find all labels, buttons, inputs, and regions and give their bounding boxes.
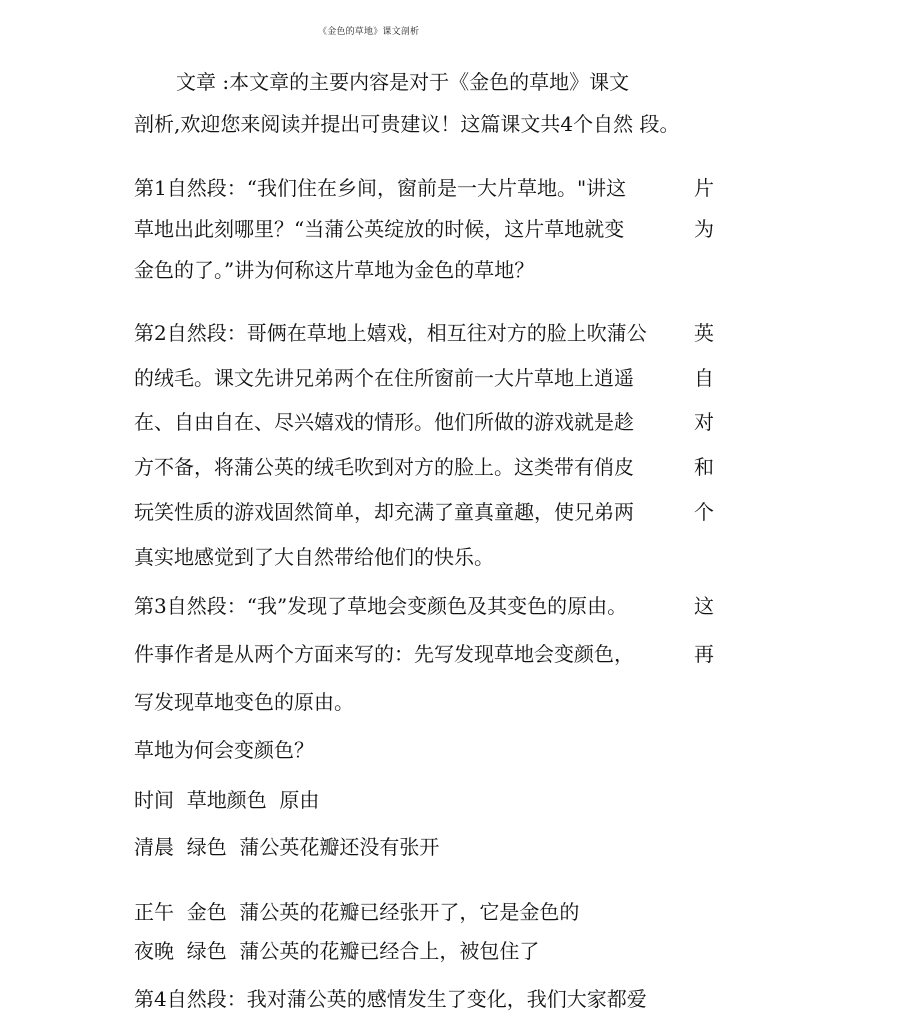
para2-line-2-text: 的绒毛。课文先讲兄弟两个在住所窗前一大片草地上逍遥 [134,366,634,390]
para3-line-2 [134,642,714,666]
para2-line-1-tail: 英 [694,321,714,345]
para2-line-5-tail: 个 [694,500,714,524]
para4-line-1: 第4自然段：我对蒲公英的感情发生了变化，我们大家都爱 [134,987,647,1011]
para1-line-2-text: 草地出此刻哪里？“当蒲公英绽放的时候，这片草地就变 [134,217,625,241]
para1-line-3: 金色的了。”讲为何称这片草地为金色的草地？ [134,258,535,282]
para3-line-3: 写发现草地变色的原由。 [134,690,354,714]
para1-line-1-text: 第1自然段：“我们住在乡间，窗前是一大片草地。"讲这 [134,176,627,200]
para3-line-1-text: 第3自然段：“我”发现了草地会变颜色及其变色的原由。 [134,594,628,618]
document-header: 《金色的草地》课文剖析 [318,27,420,37]
para1-line-1-tail: 片 [694,176,714,200]
para1-line-2 [134,217,714,241]
para1-line-1 [134,176,714,200]
para2-line-4-text: 方不备，将蒲公英的绒毛吹到对方的脸上。这类带有俏皮 [134,455,634,479]
para2-line-4 [134,455,714,479]
para3-line-2-text: 件事作者是从两个方面来写的：先写发现草地会变颜色， [134,642,634,666]
color-question: 草地为何会变颜色？ [134,738,314,762]
para2-line-5-text: 玩笑性质的游戏固然简单，却充满了童真童趣，使兄弟两 [134,500,634,524]
para3-line-2-tail: 再 [694,642,714,666]
para2-line-3-tail: 对 [694,410,714,434]
para2-line-2 [134,366,714,390]
para2-line-1-text: 第2自然段：哥俩在草地上嬉戏，相互往对方的脸上吹蒲公 [134,321,647,345]
color-table-header: 时间 草地颜色 原由 [134,788,320,812]
para3-line-1 [134,594,714,618]
para3-line-1-tail: 这 [694,594,714,618]
intro-line-2: 剖析,欢迎您来阅读并提出可贵建议！这篇课文共4个自然 段。 [134,112,680,136]
para2-line-3 [134,410,714,434]
para2-line-1 [134,321,714,345]
para2-line-5 [134,500,714,524]
para2-line-4-tail: 和 [694,455,714,479]
para2-line-6: 真实地感觉到了大自然带给他们的快乐。 [134,545,494,569]
color-table-row-evening: 夜晚 绿色 蒲公英的花瓣已经合上，被包住了 [134,939,540,963]
para2-line-3-text: 在、自由自在、尽兴嬉戏的情形。他们所做的游戏就是趁 [134,410,634,434]
color-table-row-morning: 清晨 绿色 蒲公英花瓣还没有张开 [134,835,440,859]
intro-line-1: 文章 :本文章的主要内容是对于《金色的草地》课文 [176,70,630,94]
para1-line-2-tail: 为 [694,217,714,241]
color-table-row-noon: 正午 金色 蒲公英的花瓣已经张开了，它是金色的 [134,900,580,924]
para2-line-2-tail: 自 [694,366,714,390]
